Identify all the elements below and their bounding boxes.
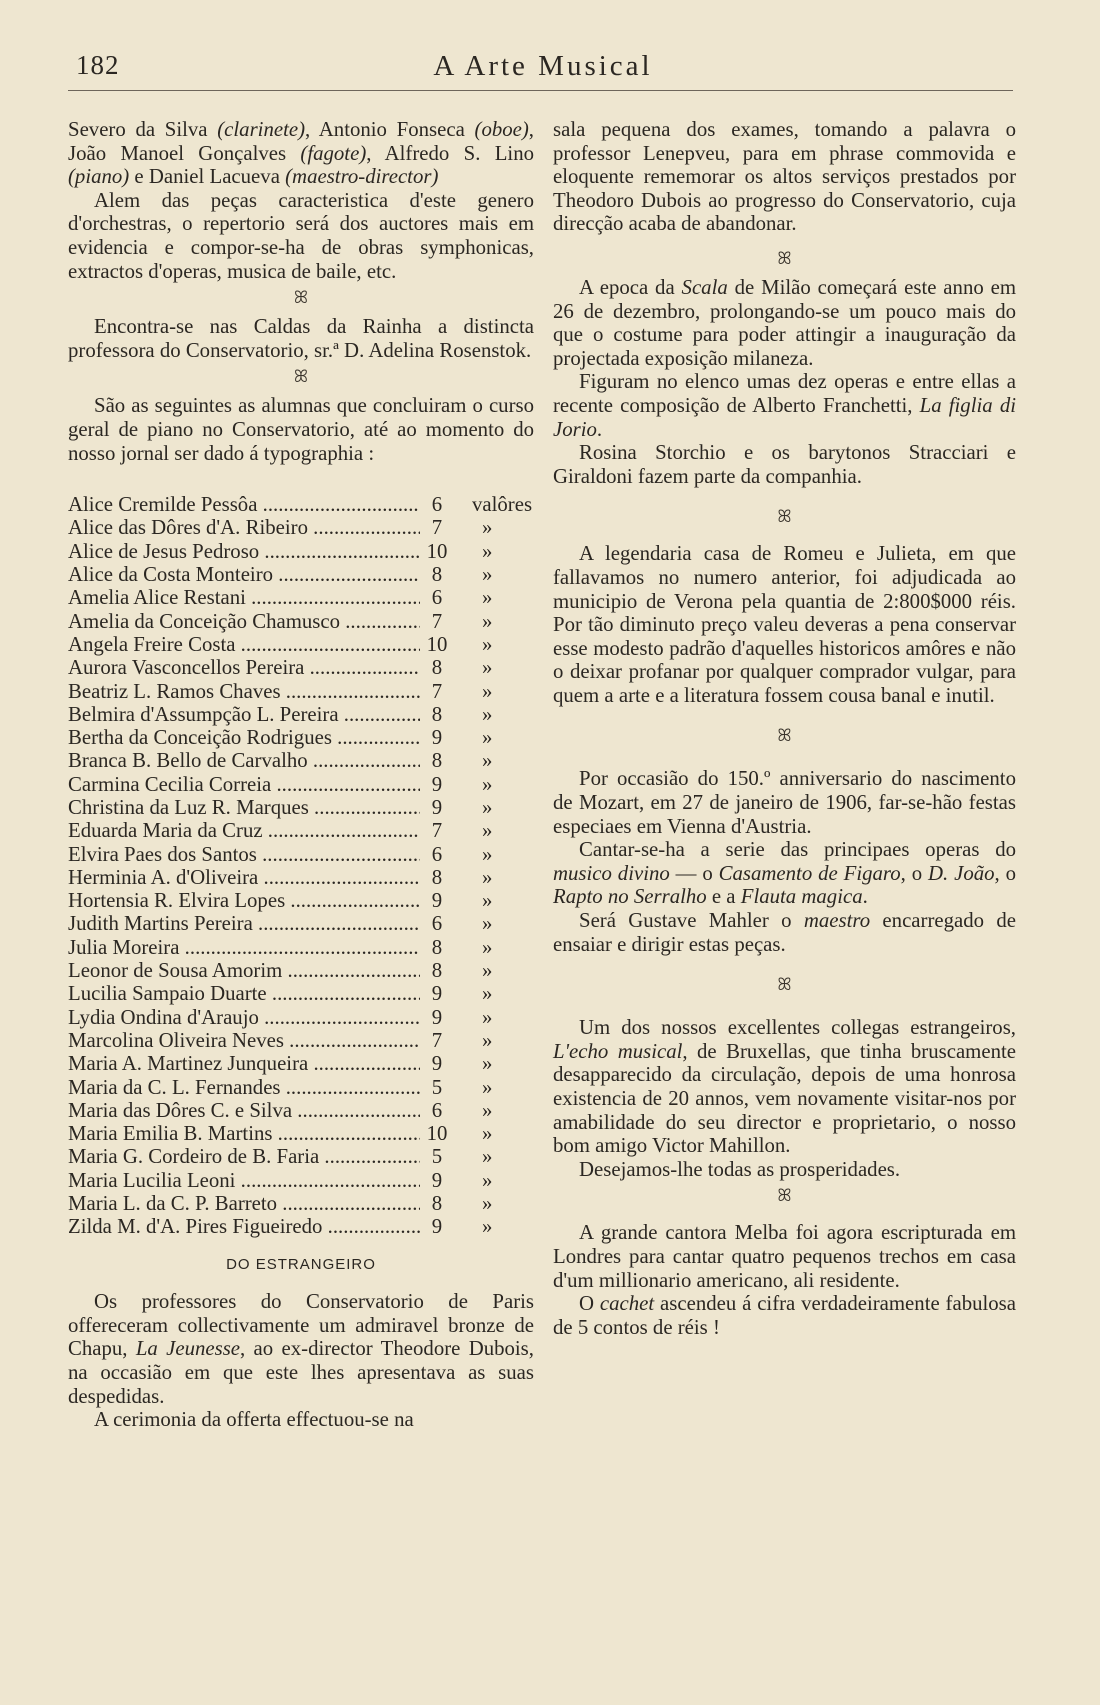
list-item	[68, 726, 534, 749]
student-name: Leonor de Sousa Amorim .....	[68, 959, 420, 982]
student-grade: 8	[431, 749, 443, 773]
paragraph-mozart: Por occasião do 150.º anniversario do nascimento de Mozart, em 27 de janeiro de 1906, far-se-hão festas especiaes em Vienna d'Austria.	[553, 767, 1016, 838]
student-name: Bertha da Conceição Rodrigues .....	[68, 726, 420, 749]
student-name: Aurora Vasconcellos Pereira .....	[68, 656, 420, 679]
student-name: Maria Lucilia Leoni .....	[68, 1169, 420, 1192]
grade-unit: »	[482, 865, 493, 889]
grade-unit: »	[482, 632, 493, 656]
student-name: Herminia A. d'Oliveira .....	[68, 866, 420, 889]
list-item	[68, 1122, 534, 1145]
student-grade: 9	[431, 1168, 443, 1192]
student-grade: 10	[426, 1122, 448, 1146]
ornament-icon: ꕤ	[293, 288, 309, 308]
student-name: Carmina Cecilia Correia .....	[68, 773, 420, 796]
student-grade: 8	[431, 959, 443, 983]
grade-unit: »	[482, 912, 493, 936]
student-grade: 6	[431, 1098, 443, 1122]
student-name: Maria da C. L. Fernandes .....	[68, 1076, 420, 1099]
list-item	[68, 1192, 534, 1215]
list-item	[68, 1006, 534, 1029]
grade-unit: »	[482, 726, 493, 750]
grade-unit: »	[482, 1192, 493, 1216]
header-rule	[68, 90, 1013, 91]
student-name: Maria Emilia B. Martins .....	[68, 1122, 420, 1145]
grade-unit: »	[482, 702, 493, 726]
list-item	[68, 516, 534, 539]
paragraph-franchetti: Figuram no elenco umas dez operas e entre ellas a recente composição de Alberto Franchetti, La figlia di Jorio.	[553, 370, 1016, 441]
list-item	[68, 656, 534, 679]
grade-unit: »	[482, 1098, 493, 1122]
list-item	[68, 680, 534, 703]
paragraph-ceremony: A cerimonia da offerta effectuou-se na	[94, 1408, 414, 1432]
student-name: Maria G. Cordeiro de B. Faria .....	[68, 1145, 420, 1168]
grade-unit: valôres	[472, 493, 533, 517]
graduates-list	[68, 493, 534, 1239]
list-item	[68, 586, 534, 609]
student-grade: 8	[431, 702, 443, 726]
student-grade: 8	[431, 656, 443, 680]
student-grade: 6	[431, 912, 443, 936]
list-item	[68, 1099, 534, 1122]
paragraph-orchestra-members: Severo da Silva (clarinete), Antonio Fonseca (oboe), João Manoel Gonçalves (fagote), Alfredo S. Lino (piano) e Daniel Lacueva (maestro-director)	[68, 118, 534, 189]
section-heading: DO ESTRANGEIRO	[226, 1255, 376, 1273]
list-item	[68, 936, 534, 959]
grade-unit: »	[482, 679, 493, 703]
list-item	[68, 749, 534, 772]
grade-unit: »	[482, 842, 493, 866]
list-item	[68, 493, 534, 516]
paragraph-romeu-julieta: A legendaria casa de Romeu e Julieta, em que fallavamos no numero anterior, foi adjudicada ao municipio de Verona pela quantia de 2:800$000 réis. Por tão diminuto preço valeu deveras a pena conservar esse modesto padrão d'aquelles historicos amôres e não o deixar profanar por qualquer comprador vulgar, para quem a arte e a literatura fossem cousa banal e inutil.	[553, 542, 1016, 707]
student-grade: 6	[431, 493, 443, 517]
student-name: Lucilia Sampaio Duarte .....	[68, 982, 420, 1005]
list-item	[68, 1052, 534, 1075]
paragraph-operas: Cantar-se-ha a serie das principaes operas do musico divino — o Casamento de Figaro, o D. João, o Rapto no Serralho e a Flauta magica.	[553, 838, 1017, 909]
ornament-icon: ꕤ	[777, 1186, 792, 1206]
list-item	[68, 796, 534, 819]
student-grade: 9	[431, 889, 443, 913]
student-grade: 8	[431, 935, 443, 959]
student-grade: 8	[431, 865, 443, 889]
page-number: 182	[76, 50, 120, 80]
paragraph-cachet: O cachet ascendeu á cifra verdadeiramente fabulosa de 5 contos de réis !	[553, 1292, 1017, 1339]
student-name: Julia Moreira .....	[68, 936, 420, 959]
grade-unit: »	[482, 563, 493, 587]
ornament-icon: ꕤ	[777, 248, 792, 268]
student-grade: 9	[431, 1215, 443, 1239]
student-grade: 6	[431, 842, 443, 866]
list-item	[68, 889, 534, 912]
page-header	[68, 48, 1018, 88]
grade-unit: »	[482, 609, 493, 633]
student-grade: 9	[431, 772, 443, 796]
student-grade: 7	[431, 516, 443, 540]
student-name: Maria A. Martinez Junqueira .....	[68, 1052, 420, 1075]
student-grade: 9	[431, 1005, 443, 1029]
student-name: Beatriz L. Ramos Chaves .....	[68, 680, 420, 703]
ornament-icon: ꕤ	[777, 726, 792, 746]
page-title: A Arte Musical	[433, 50, 653, 82]
list-item	[68, 912, 534, 935]
ornament-icon: ꕤ	[293, 367, 309, 387]
grade-unit: »	[482, 749, 493, 773]
student-name: Judith Martins Pereira .....	[68, 912, 420, 935]
student-grade: 7	[431, 679, 443, 703]
list-item	[68, 773, 534, 796]
student-name: Amelia da Conceição Chamusco .....	[68, 610, 420, 633]
list-item	[68, 610, 534, 633]
grade-unit: »	[482, 982, 493, 1006]
grade-unit: »	[482, 1168, 493, 1192]
paragraph-echo-musical: Um dos nossos excellentes collegas estrangeiros, L'echo musical, de Bruxellas, que tinha bruscamente desapparecido da circulação, depois de uma honrosa existencia de 20 annos, vem novamente visitar-nos por amabilidade do seu director e proprietario, o nosso bom amigo Victor Mahillon.	[553, 1016, 1016, 1158]
grade-unit: »	[482, 1215, 493, 1239]
student-grade: 9	[431, 1052, 443, 1076]
ornament-icon: ꕤ	[777, 975, 792, 995]
grade-unit: »	[482, 1075, 493, 1099]
list-item	[68, 1029, 534, 1052]
student-name: Hortensia R. Elvira Lopes .....	[68, 889, 420, 912]
grade-unit: »	[482, 586, 493, 610]
paragraph-repertoire: Alem das peças caracteristica d'este genero d'orchestras, o repertorio será dos auctores mais em evidencia e compor-se-ha de obras symphonicas, extractos d'operas, musica de baile, etc.	[68, 188, 534, 283]
grade-unit: »	[482, 819, 493, 843]
student-grade: 9	[431, 795, 443, 819]
student-name: Belmira d'Assumpção L. Pereira .....	[68, 703, 420, 726]
grade-unit: »	[482, 889, 493, 913]
grade-unit: »	[482, 539, 493, 563]
student-name: Marcolina Oliveira Neves .....	[68, 1029, 420, 1052]
list-item	[68, 1215, 534, 1238]
student-name: Christina da Luz R. Marques .....	[68, 796, 420, 819]
student-name: Maria das Dôres C. e Silva .....	[68, 1099, 420, 1122]
student-name: Branca B. Bello de Carvalho .....	[68, 749, 420, 772]
student-name: Alice de Jesus Pedroso .....	[68, 540, 420, 563]
paragraph-graduates-intro: São as seguintes as alumnas que concluiram o curso geral de piano no Conservatorio, até ao momento do nosso jornal ser dado á typographia :	[68, 394, 534, 465]
grade-unit: »	[482, 1005, 493, 1029]
paragraph-wishes: Desejamos-lhe todas as prosperidades.	[579, 1157, 901, 1181]
student-name: Alice da Costa Monteiro .....	[68, 563, 420, 586]
student-grade: 9	[431, 726, 443, 750]
grade-unit: »	[482, 656, 493, 680]
list-item	[68, 819, 534, 842]
list-item	[68, 703, 534, 726]
student-name: Maria L. da C. P. Barreto .....	[68, 1192, 420, 1215]
student-name: Eduarda Maria da Cruz .....	[68, 819, 420, 842]
student-name: Amelia Alice Restani .....	[68, 586, 420, 609]
grade-unit: »	[482, 516, 493, 540]
ornament-icon: ꕤ	[777, 507, 792, 527]
student-grade: 5	[431, 1075, 443, 1099]
grade-unit: »	[482, 959, 493, 983]
student-name: Zilda M. d'A. Pires Figueiredo .....	[68, 1215, 420, 1238]
list-item	[68, 563, 534, 586]
list-item	[68, 1076, 534, 1099]
list-item	[68, 982, 534, 1005]
right-column	[553, 118, 1016, 1339]
student-grade: 7	[431, 609, 443, 633]
paragraph-scala: A epoca da Scala de Milão começará este anno em 26 de dezembro, prolongando-se um pouco mais do que o costume para poder attingir a inauguração da projectada exposição milaneza.	[553, 275, 1016, 370]
grade-unit: »	[482, 1052, 493, 1076]
grade-unit: »	[482, 772, 493, 796]
list-item	[68, 633, 534, 656]
student-grade: 5	[431, 1145, 443, 1169]
student-grade: 6	[431, 586, 443, 610]
student-name: Lydia Ondina d'Araujo .....	[68, 1006, 420, 1029]
grade-unit: »	[482, 795, 493, 819]
student-name: Angela Freire Costa .....	[68, 633, 420, 656]
list-item	[68, 866, 534, 889]
student-name: Alice das Dôres d'A. Ribeiro .....	[68, 516, 420, 539]
list-item	[68, 540, 534, 563]
list-item	[68, 843, 534, 866]
grade-unit: »	[482, 1145, 493, 1169]
paragraph-mahler: Será Gustave Mahler o maestro encarregado de ensaiar e dirigir estas peças.	[553, 909, 1016, 956]
student-grade: 8	[431, 563, 443, 587]
student-grade: 7	[431, 1028, 443, 1052]
paragraph-melba: A grande cantora Melba foi agora escripturada em Londres para cantar quatro pequenos trechos em casa d'um millionario americano, ali residente.	[553, 1221, 1016, 1292]
paragraph-rosenstok: Encontra-se nas Caldas da Rainha a distincta professora do Conservatorio, sr.ª D. Adelina Rosenstok.	[68, 315, 534, 362]
grade-unit: »	[482, 935, 493, 959]
left-column	[68, 118, 534, 1432]
student-name: Elvira Paes dos Santos .....	[68, 843, 420, 866]
student-grade: 10	[426, 632, 448, 656]
grade-unit: »	[482, 1028, 493, 1052]
student-grade: 8	[431, 1192, 443, 1216]
paragraph-storchio: Rosina Storchio e os barytonos Stracciari e Giraldoni fazem parte da companhia.	[553, 441, 1016, 488]
student-name: Alice Cremilde Pessôa .....	[68, 493, 420, 516]
paragraph-lenepveu: sala pequena dos exames, tomando a palavra o professor Lenepveu, para em phrase commovida e eloquente rememorar os altos serviços prestados por Theodoro Dubois ao progresso do Conservatorio, cuja direcção acaba de abandonar.	[553, 118, 1016, 236]
paragraph-dubois-bronze: Os professores do Conservatorio de Paris offereceram collectivamente um admiravel bronze de Chapu, La Jeunesse, ao ex-director Theodore Dubois, na occasião em que este lhes apresentava as suas despedidas.	[68, 1290, 534, 1408]
list-item	[68, 1169, 534, 1192]
list-item	[68, 959, 534, 982]
student-grade: 10	[426, 539, 448, 563]
grade-unit: »	[482, 1122, 493, 1146]
student-grade: 9	[431, 982, 443, 1006]
list-item	[68, 1145, 534, 1168]
student-grade: 7	[431, 819, 443, 843]
